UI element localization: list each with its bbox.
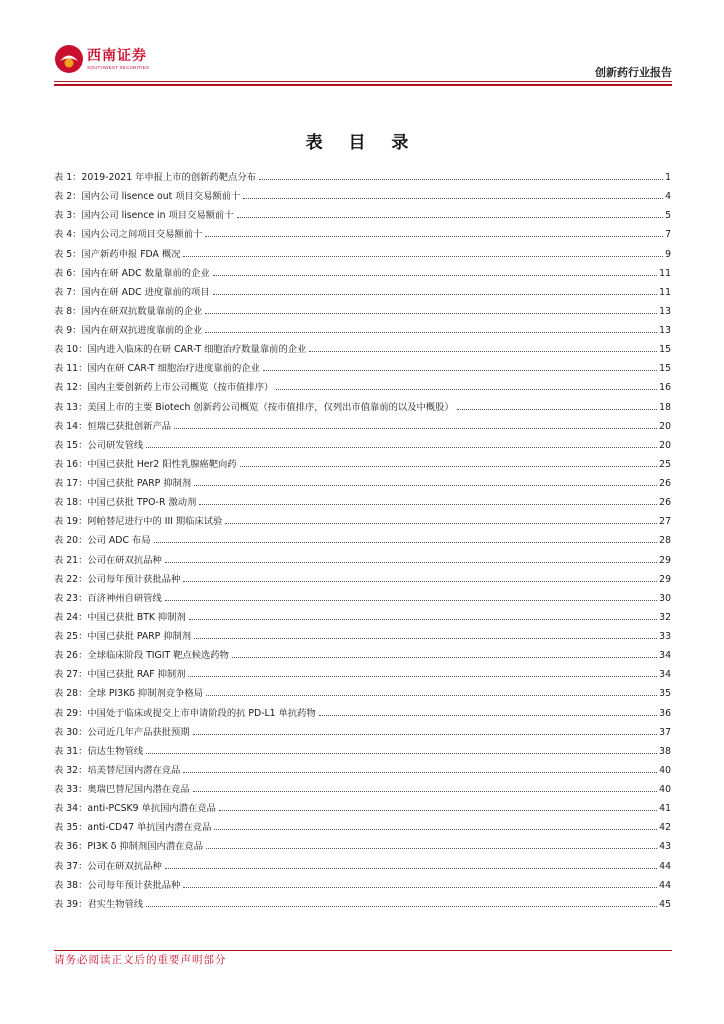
toc-entry-label[interactable]: 表 25：中国已获批 PARP 抑制剂 bbox=[54, 631, 192, 642]
toc-page-number[interactable]: 16 bbox=[659, 382, 671, 394]
toc-entry-label[interactable]: 表 26：全球临床阶段 TIGIT 靶点候选药物 bbox=[54, 650, 229, 662]
toc-entry[interactable] bbox=[54, 608, 671, 627]
toc-entry-label[interactable]: 表 23：百济神州自研管线 bbox=[54, 592, 162, 604]
toc-entry-label[interactable]: 表 20：公司 ADC 布局 bbox=[54, 535, 151, 547]
toc-entry[interactable] bbox=[54, 799, 671, 818]
toc-entry-label[interactable]: 表 29：中国处于临床或提交上市申请阶段的抗 PD-L1 单抗药物 bbox=[54, 707, 316, 719]
toc-entry[interactable] bbox=[54, 378, 671, 397]
toc-entry[interactable] bbox=[54, 359, 671, 378]
toc-dot-leader bbox=[259, 179, 663, 180]
logo-emblem-icon bbox=[54, 44, 84, 74]
toc-page-number[interactable]: 43 bbox=[659, 841, 671, 853]
toc-dot-leader bbox=[146, 447, 657, 448]
toc-entry[interactable] bbox=[54, 455, 671, 474]
toc-page-number[interactable]: 1 bbox=[665, 172, 671, 183]
toc-entry-label[interactable]: 表 36：PI3K δ 抑制剂国内潜在竞品 bbox=[54, 841, 204, 853]
toc-entry[interactable] bbox=[54, 187, 671, 206]
toc-dot-leader bbox=[206, 848, 657, 849]
toc-page-number[interactable]: 34 bbox=[659, 669, 671, 681]
toc-dot-leader bbox=[205, 332, 657, 333]
toc-entry[interactable] bbox=[54, 168, 671, 187]
toc-dot-leader bbox=[174, 428, 657, 429]
toc-page-number[interactable]: 40 bbox=[659, 784, 671, 795]
toc-page-number[interactable]: 38 bbox=[659, 745, 671, 757]
toc-entry[interactable] bbox=[54, 302, 671, 321]
toc-dot-leader bbox=[183, 887, 657, 888]
toc-entry[interactable] bbox=[54, 818, 671, 837]
toc-entry-label[interactable]: 表 28：全球 PI3Kδ 抑制剂竞争格局 bbox=[54, 688, 204, 700]
toc-page-number[interactable]: 9 bbox=[665, 248, 671, 260]
toc-dot-leader bbox=[206, 695, 657, 696]
toc-dot-leader bbox=[240, 466, 658, 467]
toc-page-number[interactable]: 37 bbox=[659, 726, 671, 738]
toc-dot-leader bbox=[225, 523, 657, 524]
toc-entry-label[interactable]: 表 37：公司在研双抗品种 bbox=[54, 860, 162, 872]
toc-page-number[interactable]: 28 bbox=[659, 535, 671, 547]
toc-entry-label[interactable]: 表 34：anti-PCSK9 单抗国内潜在竞品 bbox=[54, 803, 216, 815]
toc-dot-leader bbox=[193, 734, 658, 735]
toc-dot-leader bbox=[146, 906, 657, 907]
toc-page-number[interactable]: 40 bbox=[659, 764, 671, 776]
toc-entry-label[interactable]: 表 11：国内在研 CAR-T 细胞治疗进度靠前的企业 bbox=[54, 363, 260, 375]
toc-entry[interactable] bbox=[54, 742, 671, 761]
toc-entry[interactable] bbox=[54, 589, 671, 608]
toc-dot-leader bbox=[232, 657, 657, 658]
toc-entry-label[interactable]: 表 7：国内在研 ADC 进度靠前的项目 bbox=[54, 286, 210, 298]
toc-dot-leader bbox=[213, 275, 658, 276]
toc-page-number[interactable]: 29 bbox=[659, 573, 671, 585]
logo-name-en: SOUTHWEST SECURITIES bbox=[87, 65, 150, 70]
toc-page-number[interactable]: 20 bbox=[659, 439, 671, 451]
toc-entry[interactable] bbox=[54, 570, 671, 589]
toc-page-number[interactable]: 41 bbox=[659, 803, 671, 815]
toc-entry-label[interactable]: 表 8：国内在研双抗数量靠前的企业 bbox=[54, 305, 203, 317]
toc-page-number[interactable]: 18 bbox=[659, 401, 671, 413]
toc-page-number[interactable]: 30 bbox=[659, 592, 671, 604]
toc-entry-label[interactable]: 表 33：奥瑞巴替尼国内潜在竞品 bbox=[54, 784, 190, 795]
toc-entry-label[interactable]: 表 38：公司每年预计获批品种 bbox=[54, 879, 181, 891]
toc-dot-leader bbox=[457, 409, 657, 410]
toc-page-number[interactable]: 5 bbox=[665, 210, 671, 222]
toc-entry-label[interactable]: 表 3：国内公司 lisence in 项目交易额前十 bbox=[54, 210, 234, 222]
toc-page-number[interactable]: 33 bbox=[659, 631, 671, 642]
toc-entry[interactable] bbox=[54, 646, 671, 665]
toc-page-number[interactable]: 15 bbox=[659, 344, 671, 356]
toc-dot-leader bbox=[276, 389, 657, 390]
toc-page-number[interactable]: 44 bbox=[659, 860, 671, 872]
toc-entry-label[interactable]: 表 27：中国已获批 RAF 抑制剂 bbox=[54, 669, 186, 681]
toc-dot-leader bbox=[205, 313, 657, 314]
toc-page-number[interactable]: 27 bbox=[659, 516, 671, 528]
toc-page-number[interactable]: 4 bbox=[665, 191, 671, 203]
toc-dot-leader bbox=[309, 351, 657, 352]
footer-divider bbox=[54, 950, 672, 951]
toc-entry[interactable] bbox=[54, 704, 671, 723]
toc-entry[interactable] bbox=[54, 283, 671, 302]
toc-dot-leader bbox=[189, 619, 657, 620]
logo-name-cn: 西南证券 bbox=[87, 48, 147, 64]
toc-entry[interactable] bbox=[54, 876, 671, 895]
toc-entry-label[interactable]: 表 9：国内在研双抗进度靠前的企业 bbox=[54, 325, 203, 336]
toc-dot-leader bbox=[183, 256, 663, 257]
toc-entry-label[interactable]: 表 39：君实生物管线 bbox=[54, 898, 144, 910]
toc-entry[interactable] bbox=[54, 340, 671, 359]
toc-dot-leader bbox=[214, 829, 657, 830]
toc-dot-leader bbox=[205, 236, 663, 237]
toc-entry-label[interactable]: 表 31：信达生物管线 bbox=[54, 745, 144, 757]
toc-page-number[interactable]: 34 bbox=[659, 650, 671, 662]
toc-entry[interactable] bbox=[54, 895, 671, 914]
toc-page-number[interactable]: 32 bbox=[659, 611, 671, 623]
toc-page-number[interactable]: 11 bbox=[659, 286, 671, 298]
toc-entry-label[interactable]: 表 15：公司研发管线 bbox=[54, 439, 144, 451]
toc-page-number[interactable]: 20 bbox=[659, 420, 671, 432]
toc-entry-label[interactable]: 表 14：恒瑞已获批创新产品 bbox=[54, 420, 172, 432]
toc-entry[interactable] bbox=[54, 436, 671, 455]
toc-entry-label[interactable]: 表 22：公司每年预计获批品种 bbox=[54, 573, 181, 585]
toc-entry-label[interactable]: 表 4：国内公司之间项目交易额前十 bbox=[54, 229, 203, 241]
toc-dot-leader bbox=[165, 600, 657, 601]
toc-dot-leader bbox=[263, 370, 657, 371]
toc-dot-leader bbox=[199, 504, 657, 505]
toc-entry-label[interactable]: 表 30：公司近几年产品获批预期 bbox=[54, 726, 190, 738]
toc-page-number[interactable]: 44 bbox=[659, 879, 671, 891]
toc-entry[interactable] bbox=[54, 684, 671, 703]
toc-entry[interactable] bbox=[54, 474, 671, 493]
toc-dot-leader bbox=[183, 581, 657, 582]
toc-page-number[interactable]: 13 bbox=[659, 305, 671, 317]
toc-page-number[interactable]: 11 bbox=[659, 267, 671, 279]
toc-entry[interactable] bbox=[54, 780, 671, 799]
toc-entry[interactable] bbox=[54, 206, 671, 225]
toc-dot-leader bbox=[194, 638, 657, 639]
toc-entry[interactable] bbox=[54, 837, 671, 856]
toc-entry-label[interactable]: 表 19：阿帕替尼进行中的 III 期临床试验 bbox=[54, 516, 223, 528]
toc-entry-label[interactable]: 表 35：anti-CD47 单抗国内潜在竞品 bbox=[54, 822, 212, 834]
toc-entry-label[interactable]: 表 16：中国已获批 Her2 阳性乳腺癌靶向药 bbox=[54, 458, 237, 470]
toc-entry-label[interactable]: 表 17：中国已获批 PARP 抑制剂 bbox=[54, 478, 192, 489]
toc-entry-label[interactable]: 表 5：国产新药申报 FDA 概况 bbox=[54, 248, 181, 260]
toc-dot-leader bbox=[243, 198, 663, 199]
toc-entry-label[interactable]: 表 24：中国已获批 BTK 抑制剂 bbox=[54, 611, 186, 623]
report-type-label: 创新药行业报告 bbox=[595, 66, 672, 79]
header-divider bbox=[54, 81, 672, 82]
toc-entry[interactable] bbox=[54, 531, 671, 550]
toc-entry[interactable] bbox=[54, 723, 671, 742]
toc-page-number[interactable]: 26 bbox=[659, 497, 671, 509]
toc-page-number[interactable]: 15 bbox=[659, 363, 671, 375]
toc-page-number[interactable]: 29 bbox=[659, 554, 671, 566]
toc-entry-label[interactable]: 表 12：国内主要创新药上市公司概览（按市值排序） bbox=[54, 382, 274, 394]
toc-entry[interactable] bbox=[54, 761, 671, 780]
page-title: 表 目 录 bbox=[305, 133, 419, 153]
toc-dot-leader bbox=[146, 753, 657, 754]
toc-dot-leader bbox=[154, 542, 658, 543]
table-of-contents bbox=[54, 168, 671, 914]
toc-entry[interactable] bbox=[54, 264, 671, 283]
toc-dot-leader bbox=[237, 217, 664, 218]
toc-page-number[interactable]: 35 bbox=[659, 688, 671, 700]
toc-page-number[interactable]: 36 bbox=[659, 707, 671, 719]
toc-dot-leader bbox=[165, 868, 657, 869]
header-divider-thick bbox=[54, 84, 672, 86]
toc-page-number[interactable]: 26 bbox=[659, 478, 671, 489]
toc-dot-leader bbox=[194, 485, 657, 486]
toc-entry[interactable] bbox=[54, 417, 671, 436]
toc-entry-label[interactable]: 表 21：公司在研双抗品种 bbox=[54, 554, 162, 566]
toc-entry-label[interactable]: 表 18：中国已获批 TPO-R 激动剂 bbox=[54, 497, 197, 509]
toc-dot-leader bbox=[213, 294, 658, 295]
toc-dot-leader bbox=[219, 810, 657, 811]
toc-entry[interactable] bbox=[54, 857, 671, 876]
toc-entry[interactable] bbox=[54, 665, 671, 684]
toc-entry-label[interactable]: 表 6：国内在研 ADC 数量靠前的企业 bbox=[54, 267, 210, 279]
toc-entry-label[interactable]: 表 2：国内公司 lisence out 项目交易额前十 bbox=[54, 191, 241, 203]
toc-dot-leader bbox=[319, 715, 657, 716]
company-logo bbox=[54, 44, 164, 74]
toc-entry-label[interactable]: 表 32：培美替尼国内潜在竞品 bbox=[54, 764, 181, 776]
toc-entry-label[interactable]: 表 10：国内进入临床的在研 CAR-T 细胞治疗数量靠前的企业 bbox=[54, 344, 307, 356]
toc-dot-leader bbox=[193, 791, 658, 792]
toc-page-number[interactable]: 25 bbox=[659, 458, 671, 470]
toc-page-number[interactable]: 42 bbox=[659, 822, 671, 834]
toc-entry[interactable] bbox=[54, 321, 671, 340]
toc-page-number[interactable]: 7 bbox=[665, 229, 671, 241]
toc-entry[interactable] bbox=[54, 627, 671, 646]
toc-dot-leader bbox=[165, 562, 657, 563]
toc-dot-leader bbox=[188, 676, 657, 677]
toc-entry[interactable] bbox=[54, 225, 671, 244]
toc-entry[interactable] bbox=[54, 551, 671, 570]
toc-entry[interactable] bbox=[54, 245, 671, 264]
toc-entry[interactable] bbox=[54, 512, 671, 531]
toc-entry-label[interactable]: 表 1：2019-2021 年申报上市的创新药靶点分布 bbox=[54, 172, 256, 183]
disclaimer-notice: 请务必阅读正文后的重要声明部分 bbox=[54, 954, 227, 966]
toc-dot-leader bbox=[183, 772, 657, 773]
toc-page-number[interactable]: 45 bbox=[659, 898, 671, 910]
toc-entry[interactable] bbox=[54, 493, 671, 512]
toc-entry[interactable] bbox=[54, 398, 671, 417]
toc-page-number[interactable]: 13 bbox=[659, 325, 671, 336]
toc-entry-label[interactable]: 表 13：美国上市的主要 Biotech 创新药公司概览（按市值排序，仅列出市值靠前的以及中概股） bbox=[54, 401, 454, 413]
